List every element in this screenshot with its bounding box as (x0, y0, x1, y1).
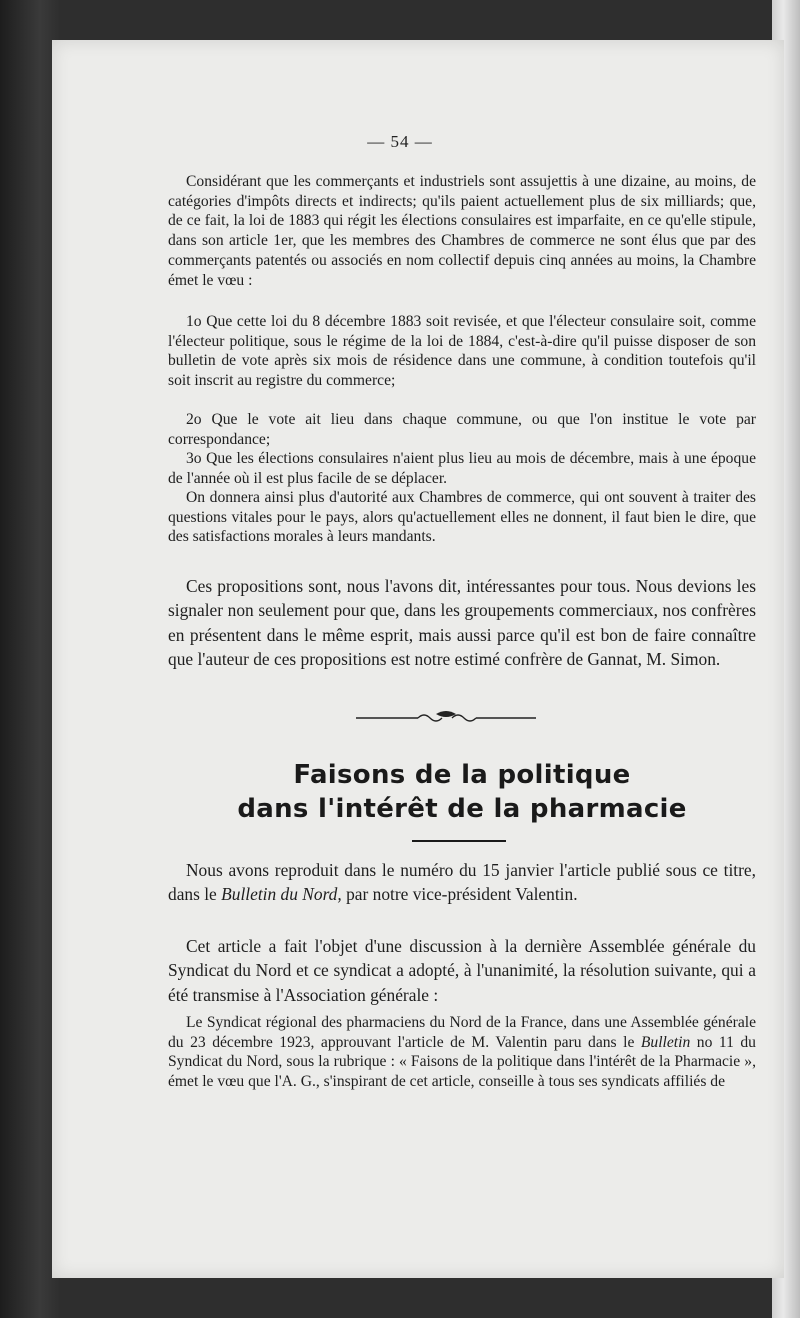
publication-title: Bulletin du Nord, (221, 884, 342, 905)
article-title-line-2: dans l'intérêt de la pharmacie (237, 794, 687, 824)
paragraph-on-donnera: On donnera ainsi plus d'autorité aux Chambres de commerce, qui ont souvent à traiter des questions vitales pour le pays, alors qu'actuellement elles ne donnent, il faut bien le dire, que des satisfactions morales à leurs mandants. (168, 489, 756, 546)
text-segment: Nous avons reproduit dans le numéro du 15 janvier l'article publié sous ce titre, dans le (168, 860, 756, 905)
text-segment: par notre vice-président Valentin. (341, 884, 578, 905)
text-segment: Le Syndicat régional des pharmaciens du Nord de la France, dans une Assemblée générale du 23 décembre 1923, approuvant l'article de M. Valentin paru dans le (168, 1014, 756, 1051)
publication-title: Bulletin (640, 1033, 691, 1051)
paragraph-ces-propositions: Ces propositions sont, nous l'avons dit, intéressantes pour tous. Nous devions les signaler non seulement pour que, dans les groupements commerciaux, nos confrères en présentent dans le même esprit, mais aussi parce qu'il est bon de faire connaître que l'auteur de ces propositions est notre estimé confrère de Gannat, M. Simon. (168, 576, 756, 669)
page-number: — 54 — (367, 132, 433, 151)
paragraph-le-syndicat (168, 1013, 756, 1092)
paragraph-point-1: 1o Que cette loi du 8 décembre 1883 soit revisée, et que l'électeur consulaire soit, comme l'électeur politique, sous le régime de la loi de 1884, c'est-à-dire qu'il puisse disposer de son bulletin de vote après six mois de résidence dans une commune, à condition toutefois qu'il soit inscrit au registre du commerce; (168, 313, 756, 390)
article-title-line-1: Faisons de la politique (293, 760, 631, 790)
paragraph-cet-article: Cet article a fait l'objet d'une discussion à la dernière Assemblée générale du Syndicat du Nord et ce syndicat a adopté, à l'unanimité, la résolution suivante, qui a été transmise à l'Association générale : (168, 936, 756, 1005)
paragraph-point-2: 2o Que le vote ait lieu dans chaque commune, ou que l'on institue le vote par correspondance; (168, 411, 756, 448)
paragraph-point-3: 3o Que les élections consulaires n'aient plus lieu au mois de décembre, mais à une époque de l'année où il est plus facile de se déplacer. (168, 450, 756, 487)
title-underline (412, 840, 506, 842)
text-segment: no 11 du Syndicat du Nord, sous la rubrique : « Faisons de la politique dans l'intérêt de la Pharmacie », émet le vœu que l'A. G., s'inspirant de cet article, conseille à tous ses syndicats affiliés de (168, 1033, 756, 1091)
paragraph-considerant: Considérant que les commerçants et industriels sont assujettis à une dizaine, au moins, de catégories d'impôts directs et indirects; qu'ils paient actuellement plus de six milliards; que, de ce fait, la loi de 1883 qui régit les élections consulaires est imparfaite, en ce qu'elle stipule, dans son article 1er, que les membres des Chambres de commerce ne sont élus que par des commerçants patentés ou associés en nom collectif depuis cinq années au moins, la Chambre émet le vœu : (168, 173, 756, 289)
ornament-divider (356, 706, 536, 730)
paragraph-nous-avons (168, 858, 756, 907)
